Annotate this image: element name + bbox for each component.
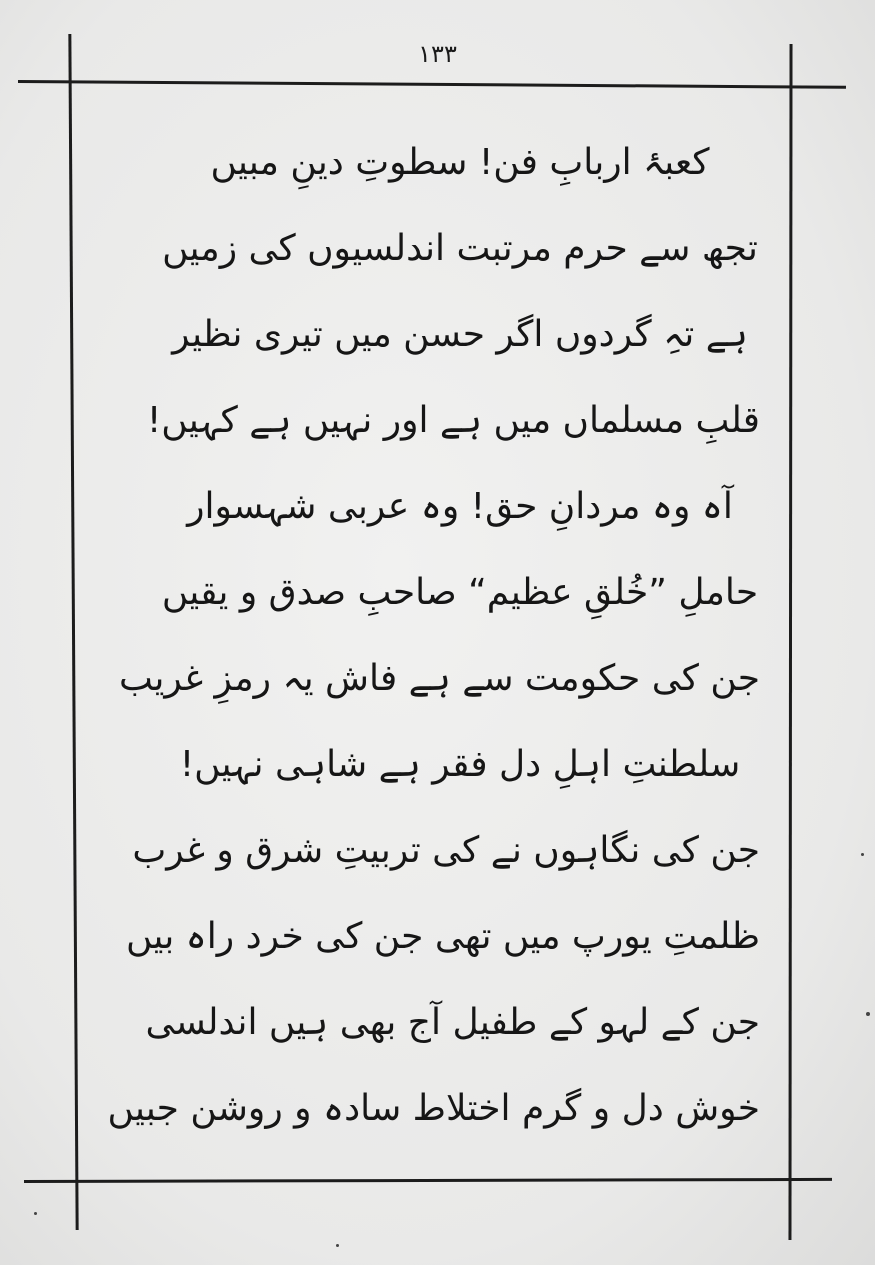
verse-line: تجھ سے حرم مرتبت اندلسیوں کی زمیں [162, 228, 758, 269]
verse-line: جن کی حکومت سے ہے فاش یہ رمزِ غریب [119, 658, 760, 699]
left-border-rule [68, 34, 78, 1230]
ink-speck [336, 1244, 339, 1247]
verse-line: ظلمتِ یورپ میں تھی جن کی خرد راہ بیں [125, 916, 760, 957]
verse-line: آہ وہ مردانِ حق! وہ عربی شہسوار [187, 486, 733, 527]
verse-line: حاملِ ”خُلقِ عظیم“ صاحبِ صدق و یقیں [161, 572, 759, 613]
ink-speck [34, 1212, 37, 1215]
page-number: ۱۳۳ [418, 40, 457, 68]
verse-line: سلطنتِ اہلِ دل فقر ہے شاہی نہیں! [179, 744, 741, 785]
verse-line: جن کے لہو کے طفیل آج بھی ہیں اندلسی [145, 1002, 760, 1043]
top-border-rule [18, 80, 846, 89]
ink-speck [861, 853, 864, 856]
verse-line: خوش دل و گرم اختلاط سادہ و روشن جبیں [107, 1088, 760, 1129]
ink-speck [866, 1012, 870, 1016]
verse-line: ہے تہِ گردوں اگر حسن میں تیری نظیر [172, 314, 748, 355]
right-border-rule [788, 44, 792, 1240]
verse-line: کعبۂ اربابِ فن! سطوتِ دینِ مبیں [210, 142, 710, 183]
bottom-border-rule [24, 1178, 832, 1183]
poem-text-block [107, 120, 760, 1170]
verse-line: قلبِ مسلماں میں ہے اور نہیں ہے کہیں! [146, 400, 760, 441]
verse-line: جن کی نگاہوں نے کی تربیتِ شرق و غرب [132, 830, 760, 871]
